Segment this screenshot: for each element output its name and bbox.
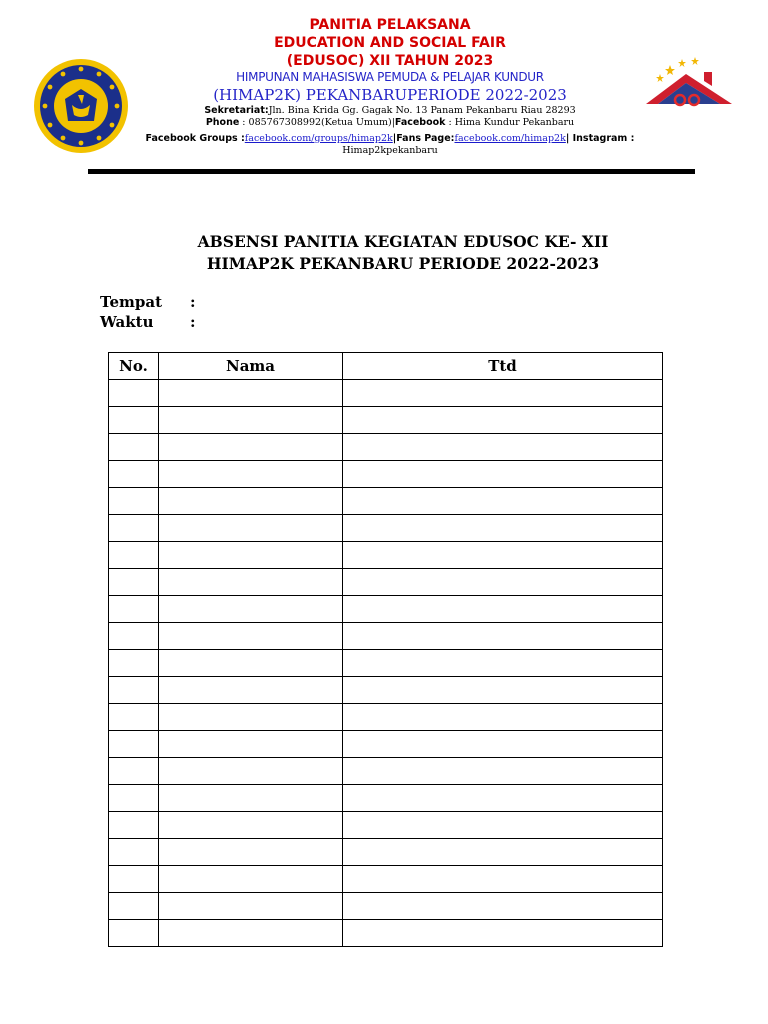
waktu-colon: : [190, 313, 196, 331]
nama-cell [159, 650, 343, 677]
ttd-cell [343, 461, 663, 488]
table-row [109, 704, 663, 731]
no-cell [109, 704, 159, 731]
table-row [109, 461, 663, 488]
facebook-label: Facebook [394, 117, 446, 128]
ttd-cell [343, 812, 663, 839]
ttd-cell [343, 866, 663, 893]
header-nama: Nama [159, 353, 343, 380]
nama-cell [159, 569, 343, 596]
tempat-colon: : [190, 293, 196, 311]
table-row [109, 542, 663, 569]
no-cell [109, 596, 159, 623]
event-subtitle: (EDUSOC) XII TAHUN 2023 [286, 53, 494, 69]
nama-cell [159, 542, 343, 569]
nama-cell [159, 596, 343, 623]
table-row [109, 515, 663, 542]
committee-title: PANITIA PELAKSANA [309, 17, 471, 33]
no-cell [109, 866, 159, 893]
ttd-cell [343, 488, 663, 515]
fb-groups-link[interactable]: facebook.com/groups/himap2k [244, 133, 393, 144]
ttd-cell [343, 623, 663, 650]
header-ttd: Ttd [343, 353, 663, 380]
table-row [109, 812, 663, 839]
table-row [109, 380, 663, 407]
no-cell [109, 785, 159, 812]
no-cell [109, 650, 159, 677]
no-cell [109, 920, 159, 947]
ttd-cell [343, 731, 663, 758]
table-row [109, 866, 663, 893]
ttd-cell [343, 704, 663, 731]
ttd-cell [343, 569, 663, 596]
table-row [109, 407, 663, 434]
no-cell [109, 623, 159, 650]
table-row [109, 920, 663, 947]
instagram-value: Himap2kpekanbaru [342, 145, 438, 156]
nama-cell [159, 920, 343, 947]
no-cell [109, 839, 159, 866]
nama-cell [159, 812, 343, 839]
nama-cell [159, 758, 343, 785]
table-row [109, 434, 663, 461]
document-title [100, 231, 706, 275]
no-cell [109, 380, 159, 407]
table-row [109, 785, 663, 812]
waktu-label: Waktu [100, 313, 154, 331]
table-row [109, 569, 663, 596]
ttd-cell [343, 893, 663, 920]
phone-line [140, 117, 640, 129]
nama-cell [159, 434, 343, 461]
table-row [109, 623, 663, 650]
organization-period: (HIMAP2K) PEKANBARUPERIODE 2022-2023 [213, 86, 567, 104]
ttd-cell [343, 920, 663, 947]
fans-page-link[interactable]: facebook.com/himap2k [454, 133, 566, 144]
no-cell [109, 407, 159, 434]
header-divider [88, 169, 695, 174]
instagram-label: | Instagram : [565, 133, 635, 144]
facebook-value: : Hima Kundur Pekanbaru [445, 117, 575, 128]
tempat-label: Tempat [100, 293, 162, 311]
no-cell [109, 488, 159, 515]
nama-cell [159, 380, 343, 407]
no-cell [109, 812, 159, 839]
ttd-cell [343, 650, 663, 677]
table-header-row [109, 353, 663, 380]
ttd-cell [343, 839, 663, 866]
ttd-cell [343, 380, 663, 407]
nama-cell [159, 839, 343, 866]
nama-cell [159, 677, 343, 704]
no-cell [109, 515, 159, 542]
letterhead [140, 16, 640, 129]
no-cell [109, 542, 159, 569]
tempat-field [100, 292, 196, 312]
nama-cell [159, 623, 343, 650]
ttd-cell [343, 515, 663, 542]
nama-cell [159, 731, 343, 758]
nama-cell [159, 407, 343, 434]
ttd-cell [343, 407, 663, 434]
ttd-cell [343, 434, 663, 461]
ttd-cell [343, 677, 663, 704]
secretariat-value: Jln. Bina Krida Gg. Gagak No. 13 Panam Pekanbaru Riau 28293 [268, 105, 576, 116]
title-line-1: ABSENSI PANITIA KEGIATAN EDUSOC KE- XII [197, 232, 609, 251]
attendance-body [109, 380, 663, 947]
header-no: No. [109, 353, 159, 380]
fb-groups-label: Facebook Groups : [145, 133, 245, 144]
nama-cell [159, 488, 343, 515]
no-cell [109, 461, 159, 488]
nama-cell [159, 515, 343, 542]
nama-cell [159, 704, 343, 731]
title-line-2: HIMAP2K PEKANBARU PERIODE 2022-2023 [206, 254, 600, 273]
table-row [109, 596, 663, 623]
no-cell [109, 569, 159, 596]
nama-cell [159, 785, 343, 812]
no-cell [109, 677, 159, 704]
social-media-line [100, 133, 680, 157]
waktu-field [100, 312, 196, 332]
nama-cell [159, 866, 343, 893]
no-cell [109, 758, 159, 785]
attendance-table [108, 352, 663, 947]
phone-value: : 085767308992(Ketua Umum)| [239, 117, 395, 128]
table-row [109, 488, 663, 515]
ttd-cell [343, 785, 663, 812]
fans-page-label: |Fans Page: [392, 133, 455, 144]
event-title: EDUCATION AND SOCIAL FAIR [274, 35, 506, 51]
secretariat-label: Sekretariat: [204, 105, 269, 116]
table-row [109, 650, 663, 677]
no-cell [109, 731, 159, 758]
nama-cell [159, 461, 343, 488]
ttd-cell [343, 542, 663, 569]
nama-cell [159, 893, 343, 920]
secretariat-line [140, 105, 640, 117]
table-row [109, 677, 663, 704]
table-row [109, 758, 663, 785]
no-cell [109, 893, 159, 920]
table-row [109, 893, 663, 920]
ttd-cell [343, 596, 663, 623]
organization-name: HIMPUNAN MAHASISWA PEMUDA & PELAJAR KUNDUR [236, 70, 544, 84]
house-roof-logo-icon [640, 56, 736, 114]
table-row [109, 839, 663, 866]
phone-label: Phone [205, 117, 240, 128]
no-cell [109, 434, 159, 461]
table-row [109, 731, 663, 758]
ttd-cell [343, 758, 663, 785]
